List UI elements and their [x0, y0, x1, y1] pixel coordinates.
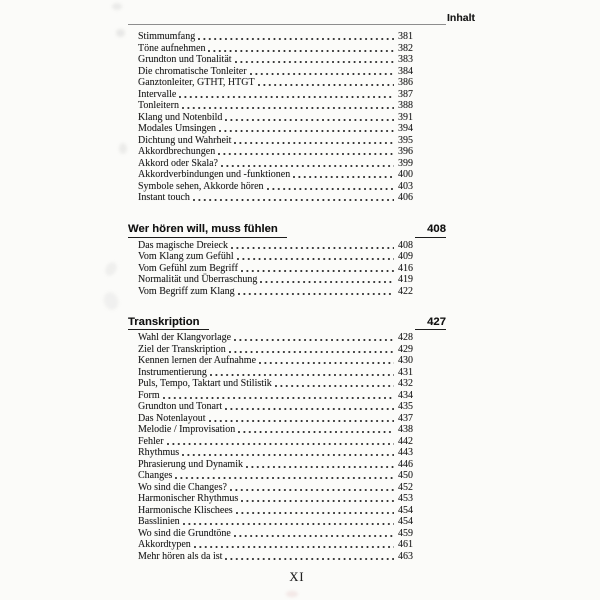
- toc-entry-label: Grundton und Tonalität: [138, 54, 232, 65]
- section-page-number: 427: [415, 317, 446, 331]
- dot-leader: [246, 466, 394, 468]
- toc-entry-label: Fehler: [138, 435, 164, 447]
- toc-entry-label: Ganztonleiter, GTHT, HTGT: [138, 77, 255, 88]
- toc-entry-page: 463: [398, 550, 413, 562]
- dot-leader: [241, 270, 394, 272]
- toc-entry-label: Akkordbrechungen: [138, 146, 216, 157]
- dot-leader: [259, 362, 394, 364]
- toc-entry: [138, 332, 413, 344]
- toc-entry: [138, 123, 413, 135]
- toc-entry-label: Basslinien: [138, 516, 180, 527]
- dot-leader: [234, 142, 394, 144]
- dot-leader: [225, 558, 394, 560]
- dot-leader: [234, 535, 394, 537]
- toc-entry-page: 450: [398, 470, 413, 481]
- dot-leader: [235, 61, 394, 63]
- toc-entry-page: 429: [398, 343, 413, 355]
- dot-leader: [198, 38, 394, 40]
- dot-leader: [183, 523, 394, 525]
- section-title: Transkription: [128, 317, 209, 331]
- toc-entry-page: 388: [398, 100, 413, 111]
- scan-artifact: [103, 260, 119, 277]
- toc-entry-label: Melodie / Improvisation: [138, 424, 236, 435]
- dot-leader: [231, 247, 394, 249]
- toc-entry: [138, 112, 413, 124]
- toc-entry: [138, 344, 413, 356]
- toc-entry-label: Rhythmus: [138, 447, 180, 458]
- toc-entry-page: 432: [398, 378, 413, 389]
- toc-entry: [138, 505, 413, 517]
- toc-entry: [138, 77, 413, 89]
- toc-entry: [138, 539, 413, 551]
- dot-leader: [218, 153, 394, 155]
- dot-leader: [210, 374, 394, 376]
- toc-entry: [138, 401, 413, 413]
- toc-section-continuation: [128, 31, 446, 204]
- dot-leader: [182, 107, 394, 109]
- toc-entry-page: 395: [398, 134, 413, 146]
- toc-entry-page: 459: [398, 527, 413, 539]
- toc-entry-page: 400: [398, 169, 413, 180]
- dot-leader: [260, 281, 394, 283]
- toc-entry-label: Ziel der Transkription: [138, 343, 226, 355]
- scan-artifact: [101, 290, 120, 312]
- dot-leader: [293, 176, 394, 178]
- toc-entry-label: Dichtung und Wahrheit: [138, 134, 232, 146]
- toc-entry-label: Die chromatische Tonleiter: [138, 65, 247, 77]
- toc-entry: [138, 447, 413, 459]
- toc-entry-label: Akkordtypen: [138, 539, 191, 550]
- scan-artifact: [112, 3, 122, 10]
- section-heading: [128, 317, 446, 331]
- toc-entry-page: 406: [398, 192, 413, 203]
- toc-entry-label: Changes: [138, 470, 173, 481]
- toc-entry-page: 386: [398, 77, 413, 88]
- toc-entry-page: 431: [398, 366, 413, 378]
- toc-entry: [138, 424, 413, 436]
- running-head-title: Inhalt: [447, 12, 475, 24]
- toc-entry-page: 454: [398, 516, 413, 527]
- toc-entry-label: Töne aufnehmen: [138, 42, 206, 54]
- toc-entry-label: Instrumentierung: [138, 366, 207, 378]
- toc-entry: [138, 516, 413, 528]
- toc-entry-page: 443: [398, 447, 413, 458]
- toc-entry: [138, 240, 413, 252]
- toc-entry-page: 391: [398, 111, 413, 123]
- toc-entry-label: Wahl der Klangvorlage: [138, 332, 232, 343]
- dot-leader: [179, 96, 394, 98]
- toc-content: [128, 0, 446, 562]
- toc-entry-label: Normalität und Überraschung: [138, 274, 258, 285]
- toc-entry-label: Klang und Notenbild: [138, 111, 223, 123]
- toc-entry: [138, 274, 413, 286]
- toc-entry-page: 382: [398, 42, 413, 54]
- section-title: Wer hören will, muss fühlen: [128, 224, 287, 238]
- toc-entry: [138, 54, 413, 66]
- toc-entry-page: 452: [398, 481, 413, 493]
- toc-entry-page: 437: [398, 412, 413, 424]
- toc-entry: [138, 286, 413, 298]
- dot-leader: [230, 489, 394, 491]
- section-heading: [128, 224, 446, 238]
- section-page-number: 408: [415, 224, 446, 238]
- toc-entry: [138, 390, 413, 402]
- toc-entry: [138, 378, 413, 390]
- toc-entry: [138, 100, 413, 112]
- toc-entry: [138, 158, 413, 170]
- toc-entry-label: Form: [138, 389, 160, 401]
- scan-artifact: [119, 143, 127, 154]
- dot-leader: [194, 546, 394, 548]
- scan-artifact: [116, 29, 125, 37]
- dot-leader: [221, 165, 394, 167]
- dot-leader: [208, 50, 394, 52]
- toc-entry: [138, 192, 413, 204]
- toc-entry-page: 399: [398, 157, 413, 169]
- toc-entry-label: Wo sind die Changes?: [138, 481, 227, 493]
- toc-entry-page: 461: [398, 539, 413, 550]
- toc-entry: [138, 459, 413, 471]
- dot-leader: [229, 351, 394, 353]
- toc-entry: [138, 367, 413, 379]
- toc-entry: [138, 470, 413, 482]
- toc-entry-label: Das magische Dreieck: [138, 239, 228, 251]
- toc-entry-label: Intervalle: [138, 88, 177, 100]
- toc-entry: [138, 251, 413, 263]
- toc-entry-label: Instant touch: [138, 192, 190, 203]
- toc-entry: [138, 528, 413, 540]
- dot-leader: [225, 408, 394, 410]
- toc-entry-page: 438: [398, 424, 413, 435]
- toc-entry-page: 435: [398, 401, 413, 412]
- dot-leader: [258, 84, 394, 86]
- dot-leader: [267, 188, 394, 190]
- toc-entry-label: Vom Klang zum Gefühl: [138, 251, 234, 262]
- dot-leader: [241, 500, 394, 502]
- toc-entry: [138, 31, 413, 43]
- dot-leader: [167, 443, 394, 445]
- dot-leader: [238, 431, 394, 433]
- toc-entry-page: 446: [398, 458, 413, 470]
- toc-entry-label: Wo sind die Grundtöne: [138, 527, 231, 539]
- toc-entry-page: 384: [398, 65, 413, 77]
- toc-entry-page: 419: [398, 274, 413, 285]
- toc-entry-page: 434: [398, 389, 413, 401]
- toc-entry-label: Puls, Tempo, Taktart und Stilistik: [138, 378, 272, 389]
- toc-entry-page: 396: [398, 146, 413, 157]
- toc-entry-label: Tonleitern: [138, 100, 179, 111]
- toc-entry: [138, 436, 413, 448]
- toc-entry-label: Das Notenlayout: [138, 412, 206, 424]
- dot-leader: [275, 385, 394, 387]
- toc-entry: [138, 413, 413, 425]
- dot-leader: [219, 130, 394, 132]
- toc-entry: [138, 482, 413, 494]
- toc-section-transkription: [128, 317, 446, 563]
- toc-entry-page: 416: [398, 262, 413, 274]
- toc-entry: [138, 89, 413, 101]
- toc-entry-label: Stimmumfang: [138, 31, 196, 42]
- toc-entry-page: 408: [398, 239, 413, 251]
- folio-page-number: XI: [289, 570, 305, 584]
- toc-entry: [138, 181, 413, 193]
- toc-entry-label: Vom Begriff zum Klang: [138, 285, 235, 297]
- toc-entry: [138, 169, 413, 181]
- scan-artifact: [286, 591, 298, 597]
- dot-leader: [163, 397, 394, 399]
- dot-leader: [225, 119, 394, 121]
- toc-entry-label: Grundton und Tonart: [138, 401, 223, 412]
- toc-entry-page: 453: [398, 493, 413, 504]
- toc-entry: [138, 146, 413, 158]
- toc-entry-label: Mehr hören als da ist: [138, 550, 223, 562]
- toc-entry-page: 442: [398, 435, 413, 447]
- toc-entry-page: 428: [398, 332, 413, 343]
- toc-section-wer-hoeren-will: [128, 224, 446, 297]
- dot-leader: [250, 73, 394, 75]
- toc-entry-label: Harmonischer Rhythmus: [138, 493, 239, 504]
- toc-entry-page: 381: [398, 31, 413, 42]
- toc-entry-page: 387: [398, 88, 413, 100]
- toc-entry-label: Modales Umsingen: [138, 123, 217, 134]
- toc-entry-list: [138, 332, 413, 562]
- dot-leader: [237, 258, 394, 260]
- toc-entry-page: 383: [398, 54, 413, 65]
- toc-entry-page: 409: [398, 251, 413, 262]
- toc-entry-label: Akkordverbindungen und -funktionen: [138, 169, 291, 180]
- toc-entry: [138, 493, 413, 505]
- toc-entry-label: Phrasierung und Dynamik: [138, 458, 243, 470]
- toc-entry: [138, 43, 413, 55]
- toc-entry-label: Harmonische Klischees: [138, 504, 233, 516]
- toc-entry: [138, 551, 413, 563]
- toc-entry-page: 422: [398, 285, 413, 297]
- dot-leader: [182, 454, 394, 456]
- toc-entry-list: [138, 31, 413, 204]
- toc-entry-page: 454: [398, 504, 413, 516]
- toc-entry-page: 403: [398, 180, 413, 192]
- dot-leader: [236, 512, 394, 514]
- toc-entry-list: [138, 240, 413, 298]
- toc-entry: [138, 66, 413, 78]
- dot-leader: [175, 477, 394, 479]
- dot-leader: [238, 293, 394, 295]
- toc-entry: [138, 135, 413, 147]
- toc-entry: [138, 263, 413, 275]
- toc-entry-label: Akkord oder Skala?: [138, 157, 218, 169]
- toc-entry-page: 394: [398, 123, 413, 134]
- dot-leader: [193, 199, 394, 201]
- dot-leader: [234, 339, 394, 341]
- toc-entry-label: Kennen lernen der Aufnahme: [138, 355, 257, 366]
- toc-entry: [138, 355, 413, 367]
- toc-entry-label: Symbole sehen, Akkorde hören: [138, 180, 264, 192]
- toc-entry-page: 430: [398, 355, 413, 366]
- dot-leader: [209, 420, 395, 422]
- toc-entry-label: Vom Gefühl zum Begriff: [138, 262, 238, 274]
